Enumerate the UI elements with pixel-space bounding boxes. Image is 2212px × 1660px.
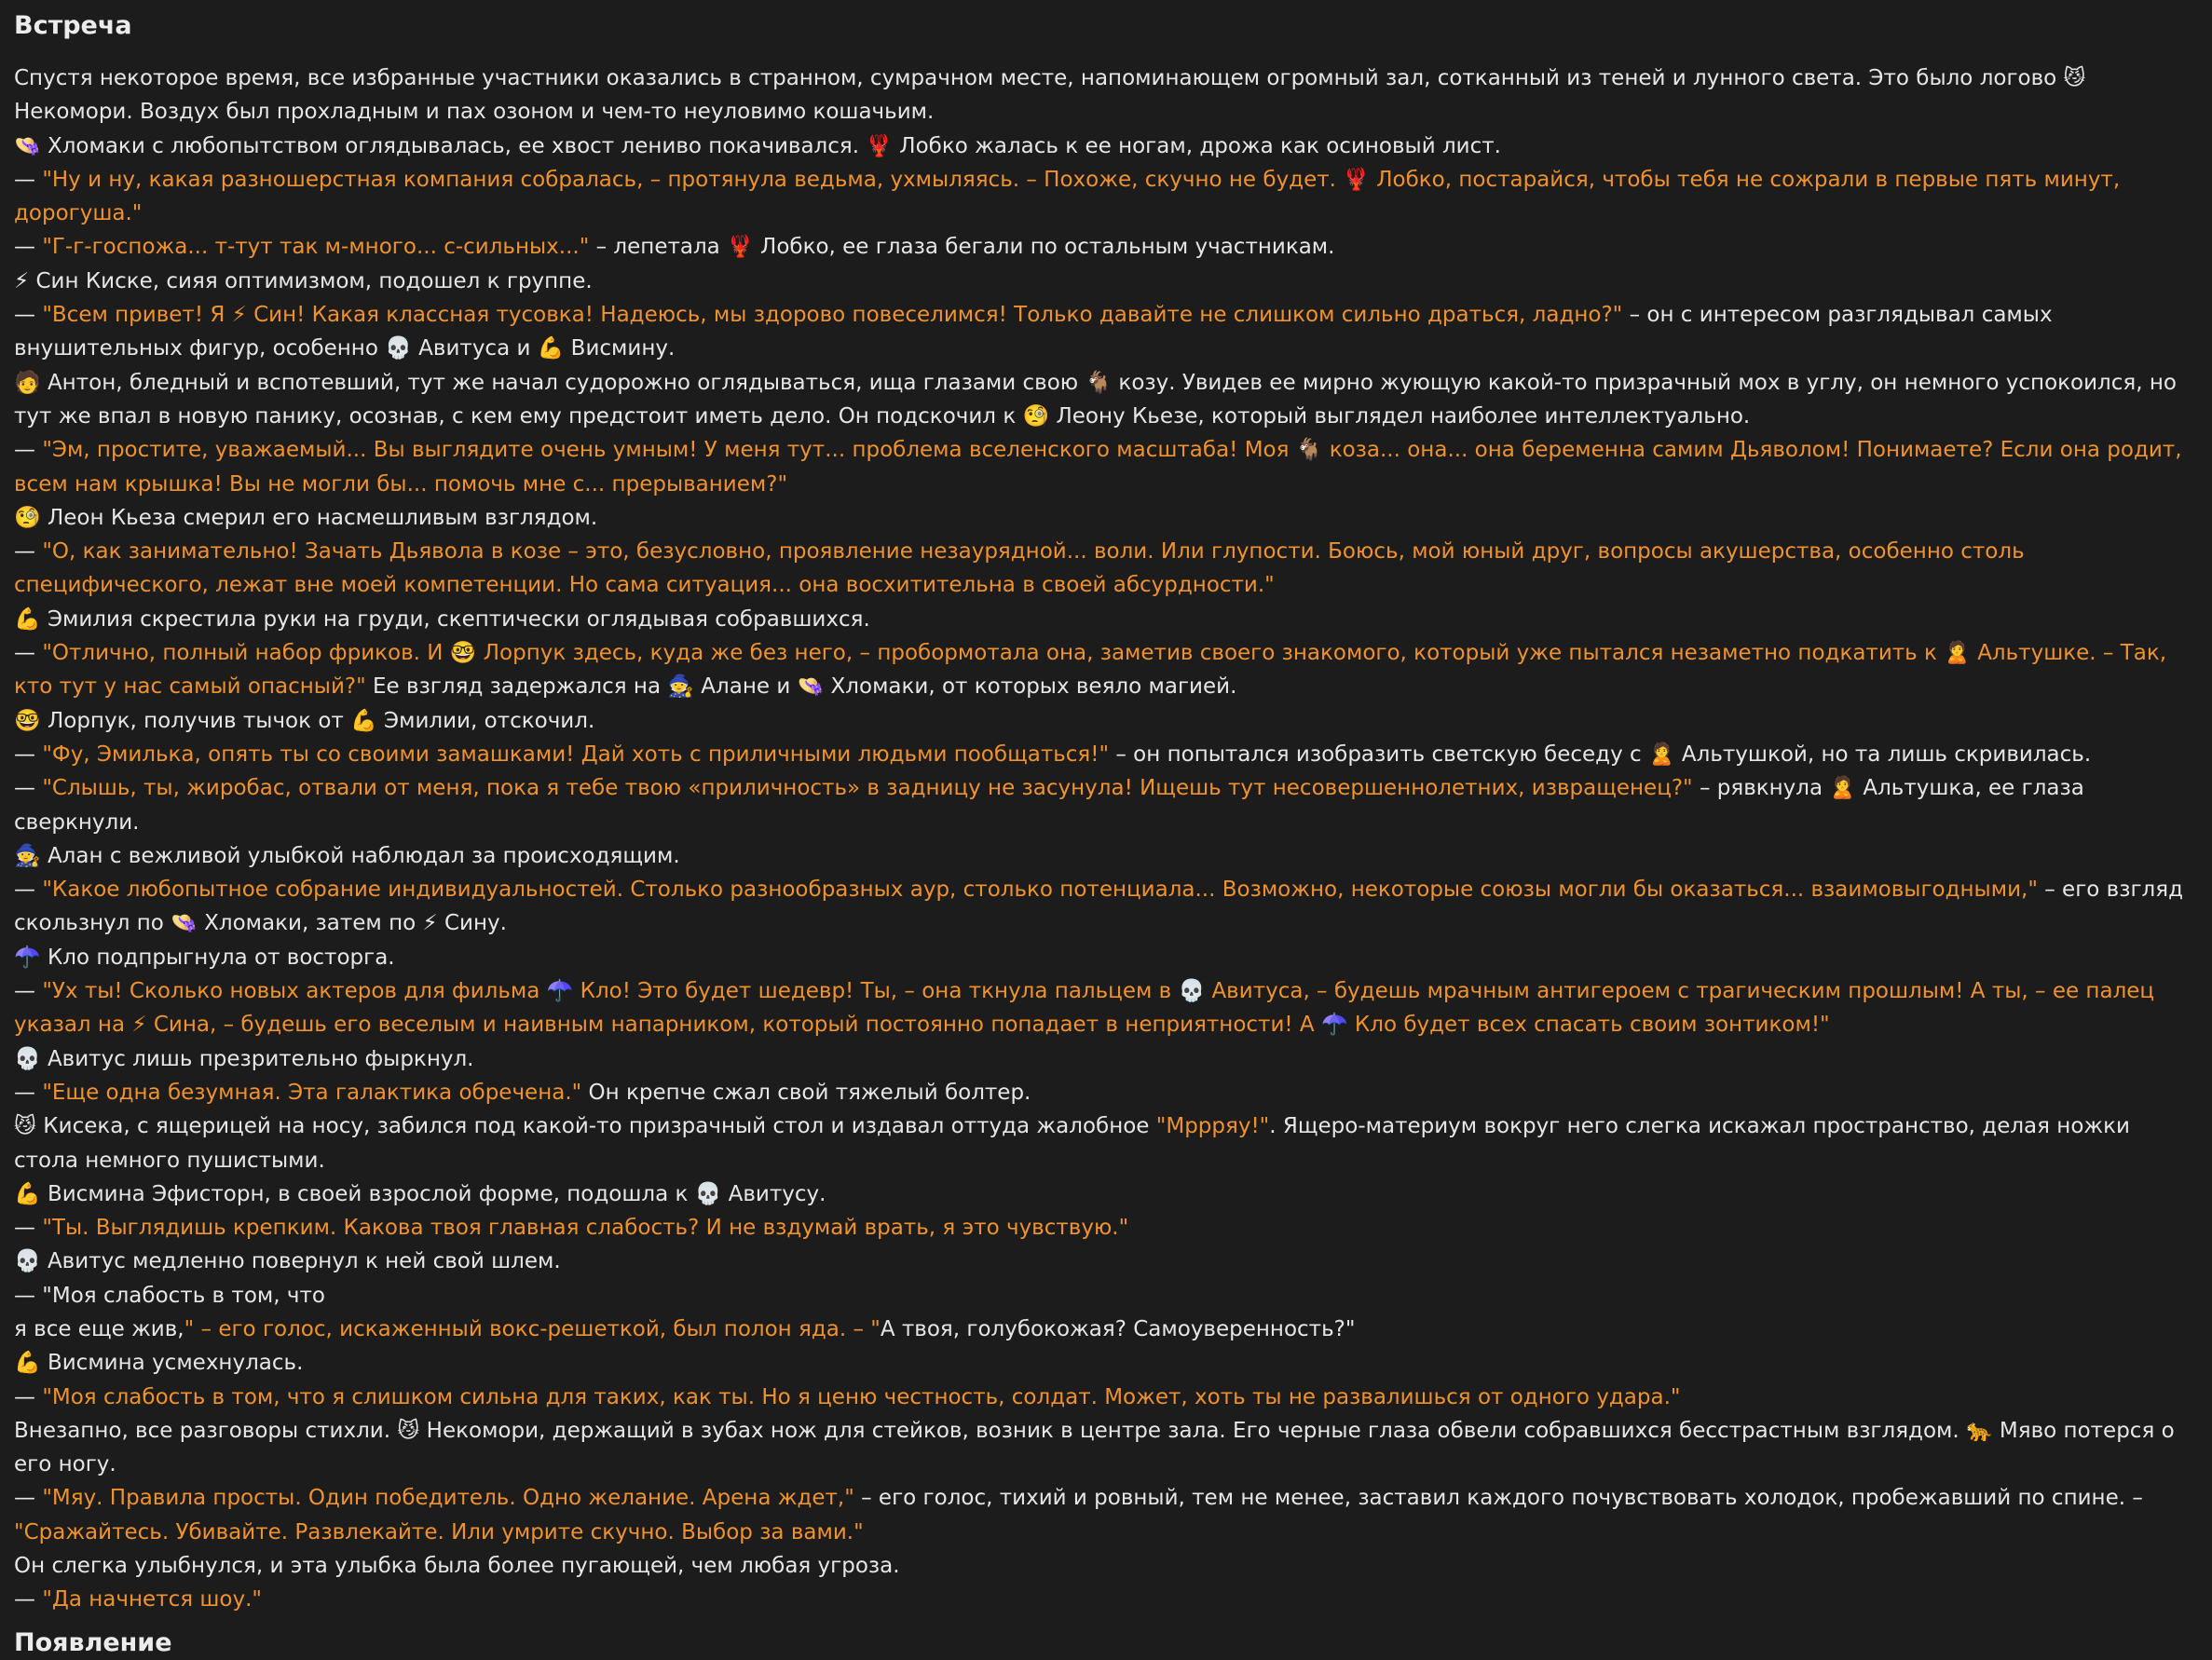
story-line — [14, 636, 2201, 704]
narration-text: – он с интересом разглядывал самых внушительных фигур, особенно 💀 Авитуса и 💪 Висмину. — [14, 303, 2053, 361]
story-line — [14, 1481, 2201, 1549]
dialogue-quote: "Эм, простите, уважаемый... Вы выглядите очень умным! У меня тут... проблема вселенского масштаба! Моя 🐐 коза... она... она беременна самим Дьяволом! Понимаете? Если она родит, всем нам крышка! Вы не могли бы... помочь мне с... прерыванием?" — [14, 438, 2182, 497]
narration-text: 🧑 Антон, бледный и вспотевший, тут же начал судорожно оглядываться, ища глазами свою 🐐 козу. Увидев ее мирно жующую какой-то призрачный мох в углу, он немного успокоился, но тут же впал в новую панику, осознав, с кем ему предстоит иметь дело. Он подскочил к 🧐 Леону Кьезе, который выглядел наиболее интеллектуально. — [14, 370, 2177, 429]
story-line — [14, 1109, 2201, 1177]
narration-text: Ее взгляд задержался на 🧙 Алане и 👒 Хломаки, от которых веяло магией. — [365, 674, 1237, 700]
story-line — [14, 1583, 2201, 1616]
story-line — [14, 501, 2201, 535]
story-line — [14, 1549, 2201, 1583]
narration-text: – рявкнула 🙎 Альтушка, ее глаза сверкнули. — [14, 776, 2084, 835]
story-line — [14, 1414, 2201, 1482]
story-line — [14, 61, 2201, 129]
narration-text: ☂️ Кло подпрыгнула от восторга. — [14, 945, 395, 970]
dialogue-quote: "Какое любопытное собрание индивидуальностей. Столько разнообразных аур, столько потенциала... Возможно, некоторые союзы могли бы оказаться... взаимовыгодными," — [42, 878, 2038, 903]
narration-text: Он крепче сжал свой тяжелый болтер. — [581, 1080, 1031, 1105]
story-line — [14, 1211, 2201, 1245]
narration-text: — — [14, 539, 43, 565]
narration-text: — — [14, 167, 43, 192]
story-line — [14, 704, 2201, 738]
dialogue-quote: "Ух ты! Сколько новых актеров для фильма ☂️ Кло! Это будет шедевр! Ты, – она ткнула пальцем в 💀 Авитуса, – будешь мрачным антигероем с трагическим прошлым! А ты, – ее палец указал на ⚡ Сина, – будешь его веселым и наивным напарником, который постоянно попадает в неприятности! А ☂️ Кло будет всех спасать своим зонтиком!" — [14, 979, 2155, 1038]
next-section-title: Появление — [14, 1627, 172, 1657]
narration-text: — — [14, 1486, 43, 1511]
story-line — [14, 771, 2201, 839]
story-line — [14, 1381, 2201, 1414]
narration-text: ⚡ Син Киске, сияя оптимизмом, подошел к группе. — [14, 268, 593, 293]
narration-text: — — [14, 1384, 43, 1409]
story-line — [14, 535, 2201, 603]
story-line — [14, 1177, 2201, 1211]
narration-text: — "Моя слабость в том, что — [14, 1283, 325, 1308]
story-line — [14, 163, 2201, 231]
narration-text: 💪 Висмина Эфисторн, в своей взрослой форме, подошла к 💀 Авитусу. — [14, 1181, 826, 1206]
dialogue-quote: "Мррряу!" — [1155, 1114, 1270, 1139]
narration-text: 🧙 Алан с вежливой улыбкой наблюдал за происходящим. — [14, 843, 680, 868]
dialogue-quote: "Ну и ну, какая разношерстная компания собралась, – протянула ведьма, ухмыляясь. – Похоже, скучно не будет. 🦞 Лобко, постарайся, чтобы тебя не сожрали в первые пять минут, дорогуша." — [14, 167, 2121, 226]
narration-text: — — [14, 742, 43, 767]
story-line — [14, 873, 2201, 941]
story-line — [14, 1346, 2201, 1380]
narration-text: — — [14, 776, 43, 801]
narration-text: – его взгляд скользнул по 👒 Хломаки, затем по ⚡ Сину. — [14, 878, 2183, 936]
narration-text: 💀 Авитус медленно повернул к ней свой шлем. — [14, 1249, 561, 1274]
narration-text: — — [14, 438, 43, 463]
narration-text: 😼 Кисека, с ящерицей на носу, забился под какой-то призрачный стол и издавал оттуда жалобное — [14, 1114, 1156, 1139]
narration-text: я все еще жив, — [14, 1316, 184, 1341]
story-line — [14, 1279, 2201, 1313]
narration-text: А твоя, голубокожая? Самоуверенность?" — [880, 1316, 1356, 1341]
story-line — [14, 1245, 2201, 1278]
dialogue-quote: "Г-г-госпожа... т-тут так м-много... с-сильных..." — [42, 235, 590, 260]
dialogue-quote: "Мяу. Правила просты. Один победитель. Одно желание. Арена ждет," — [42, 1486, 854, 1511]
narration-text: 💪 Эмилия скрестила руки на груди, скептически оглядывая собравшихся. — [14, 606, 870, 632]
story-line — [14, 974, 2201, 1042]
narration-text: – лепетала 🦞 Лобко, ее глаза бегали по остальным участникам. — [589, 235, 1335, 260]
story-line — [14, 1076, 2201, 1109]
narration-text: 💀 Авитус лишь презрительно фыркнул. — [14, 1046, 474, 1071]
dialogue-quote: "Еще одна безумная. Эта галактика обречена." — [42, 1080, 582, 1105]
story-line — [14, 1042, 2201, 1076]
story-line — [14, 941, 2201, 974]
story-line — [14, 738, 2201, 771]
story-line — [14, 230, 2201, 264]
dialogue-quote: "Моя слабость в том, что я слишком сильна для таких, как ты. Но я ценю честность, солдат. Может, хоть ты не развалишься от одного удара." — [42, 1384, 1681, 1409]
narration-text: 💪 Висмина усмехнулась. — [14, 1351, 304, 1376]
narration-text: — — [14, 1080, 43, 1105]
dialogue-quote: "Отлично, полный набор фриков. И 🤓 Лорпук здесь, куда же без него, – пробормотала она, заметив своего знакомого, который уже пытался незаметно подкатить к 🙎 Альтушке. – Так, кто тут у нас самый опасный?" — [14, 641, 2167, 700]
narration-text: — — [14, 641, 43, 666]
narration-text: 👒 Хломаки с любопытством оглядывалась, ее хвост лениво покачивался. 🦞 Лобко жалась к ее ногам, дрожа как осиновый лист. — [14, 133, 1501, 158]
narration-text: – его голос, тихий и ровный, тем не менее, заставил каждого почувствовать холодок, пробежавший по спине. – — [853, 1486, 2143, 1511]
narration-text: — — [14, 1216, 43, 1241]
narration-text: Он слегка улыбнулся, и эта улыбка была более пугающей, чем любая угроза. — [14, 1554, 900, 1579]
dialogue-quote: "Фу, Эмилька, опять ты со своими замашками! Дай хоть с приличными людьми пообщаться!" — [42, 742, 1110, 767]
story-line — [14, 298, 2201, 366]
story-line — [14, 129, 2201, 163]
section-title: Встреча — [14, 11, 132, 40]
dialogue-quote: "Ты. Выглядишь крепким. Какова твоя главная слабость? И не вздумай врать, я это чувствую." — [42, 1216, 1129, 1241]
narration-text: 🤓 Лорпук, получив тычок от 💪 Эмилии, отскочил. — [14, 708, 595, 733]
dialogue-quote: "О, как занимательно! Зачать Дьявола в козе – это, безусловно, проявление незаурядной... воли. Или глупости. Боюсь, мой юный друг, вопросы акушерства, особенно столь специфического, лежат вне моей компетенции. Но сама ситуация... она восхитительна в своей абсурдности." — [14, 539, 2025, 598]
narration-text: — — [14, 979, 43, 1004]
narration-text: — — [14, 235, 43, 260]
narration-text: 🧐 Леон Кьеза смерил его насмешливым взглядом. — [14, 505, 598, 530]
narration-text: Спустя некоторое время, все избранные участники оказались в странном, сумрачном месте, напоминающем огромный зал, сотканный из теней и лунного света. Это было логово 😼 Некомори. Воздух был прохладным и пах озоном и чем-то неуловимо кошачьим. — [14, 66, 2086, 125]
paragraph-list — [14, 61, 2201, 1617]
narration-text: – он попытался изобразить светскую беседу с 🙎 Альтушкой, но та лишь скривилась. — [1109, 742, 2092, 767]
narration-text: — — [14, 1587, 43, 1612]
story-line — [14, 1313, 2201, 1346]
story-line — [14, 839, 2201, 873]
dialogue-quote: "Сражайтесь. Убивайте. Развлекайте. Или умрите скучно. Выбор за вами." — [14, 1519, 864, 1544]
narration-text: Внезапно, все разговоры стихли. 😼 Некомори, держащий в зубах нож для стейков, возник в центре зала. Его черные глаза обвели собравшихся бесстрастным взглядом. 🐆 Мяво потерся о его ногу. — [14, 1418, 2175, 1477]
story-line — [14, 366, 2201, 434]
narration-text: — — [14, 303, 43, 328]
narration-text: — — [14, 878, 43, 903]
dialogue-quote: "Да начнется шоу." — [42, 1587, 262, 1612]
story-line — [14, 265, 2201, 298]
story-line — [14, 603, 2201, 636]
dialogue-quote: "Слышь, ты, жиробас, отвали от меня, пока я тебе твою «приличность» в задницу не засунула! Ищешь тут несовершеннолетних, извращенец?" — [42, 776, 1693, 801]
narration-text: . Ящеро-материум вокруг него слегка искажал пространство, делая ножки стола немного пушистыми. — [14, 1114, 2130, 1173]
dialogue-quote: " – его голос, искаженный вокс-решеткой, был полон яда. – " — [184, 1316, 881, 1341]
dialogue-quote: "Всем привет! Я ⚡ Син! Какая классная тусовка! Надеюсь, мы здорово повеселимся! Только давайте не слишком сильно драться, ладно?" — [42, 303, 1623, 328]
story-line — [14, 433, 2201, 501]
